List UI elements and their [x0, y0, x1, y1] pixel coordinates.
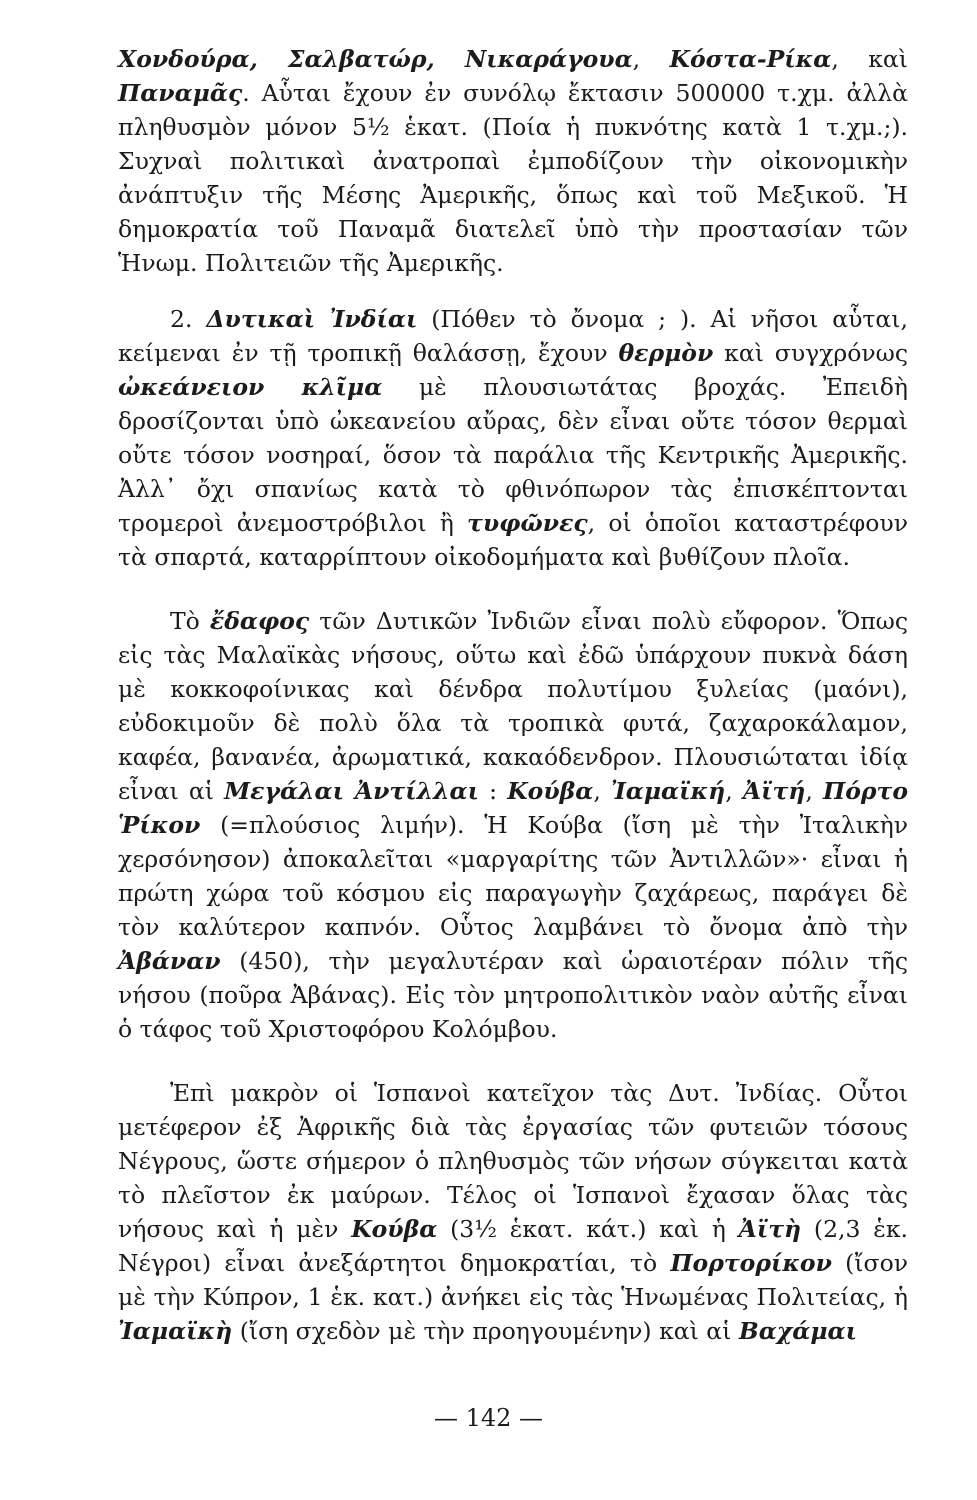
country-name-panama: Παναμᾶς — [118, 79, 243, 107]
emphasis-term: Ἰαμαϊκή — [610, 777, 726, 805]
emphasis-term: Μεγάλαι Ἀντίλλαι — [224, 777, 479, 805]
text-run: (ἴση σχεδὸν μὲ τὴν προηγουμένην) καὶ αἱ — [232, 1317, 739, 1345]
emphasis-term: Ἀϊτή — [742, 777, 806, 805]
text-run: (2,3 ἑκ. Νέγροι) εἶναι ἀνεξάρτητοι δημοκρατίαι, τὸ — [118, 1215, 909, 1277]
country-name-costa-rica: Κόστα-Ρίκα — [669, 45, 832, 73]
page-text — [118, 42, 908, 1348]
text-run: , — [805, 777, 823, 805]
text-run: τῶν Δυτικῶν Ἰνδιῶν εἶναι πολὺ εὔφορον. Ὅπως εἰς τὰς Μαλαϊκὰς νήσους, οὕτω καὶ ἐδῶ ὑπάρχουν πυκνὰ δάση μὲ κοκκοφοίνικας καὶ δένδρα πολυτίμου ξυλείας (μαόνι), εὐδοκιμοῦν δὲ πολὺ ὅλα τὰ τροπικὰ φυτά, ζαχαροκάλαμον, καφέα, βανανέα, ἀρωματικά, κακαόδενδρον. Πλουσιώταται ἰδίᾳ εἶναι αἱ — [118, 607, 909, 805]
emphasis-term: θερμὸν — [618, 339, 714, 367]
text-run: , οἱ ὁποῖοι καταστρέφουν τὰ σπαρτά, καταρρίπτουν οἰκοδομήματα καὶ βυθίζουν πλοῖα. — [118, 509, 908, 571]
text-run: Τὸ — [170, 607, 210, 635]
emphasis-term: Κούβα — [351, 1215, 438, 1243]
country-names: Χονδούρα, Σαλβατώρ, Νικαράγουα — [118, 45, 633, 73]
text-run: , καὶ — [831, 45, 908, 73]
paragraph-soil — [118, 604, 908, 1046]
emphasis-term: ἔδαφος — [209, 607, 310, 635]
text-run: (=πλούσιος λιμήν). Ἡ Κούβα (ἴση μὲ τὴν Ἰταλικὴν χερσόνησον) ἀποκαλεῖται «μαργαρίτης τῶν Ἀντιλλῶν»· εἶναι ἡ πρώτη χώρα τοῦ κόσμου εἰς παραγωγὴν ζαχάρεως, παράγει δὲ τὸν καλύτερον καπνόν. Οὗτος λαμβάνει τὸ ὄνομα ἀπὸ τὴν — [118, 811, 908, 941]
section-heading: Δυτικαὶ Ἰνδίαι — [206, 305, 418, 333]
text-run: . Αὗται ἔχουν ἐν συνόλῳ ἔκτασιν 500000 τ.χμ. ἀλλὰ πληθυσμὸν μόνον 5½ ἑκατ. (Ποία ἡ πυκνότης κατὰ 1 τ.χμ.;). Συχναὶ πολιτικαὶ ἀνατροπαὶ ἐμποδίζουν τὴν οἰκονομικὴν ἀνάπτυξιν τῆς Μέσης Ἀμερικῆς, ὅπως καὶ τοῦ Μεξικοῦ. Ἡ δημοκρατία τοῦ Παναμᾶ διατελεῖ ὑπὸ τὴν προστασίαν τῶν Ἡνωμ. Πολιτειῶν τῆς Ἀμερικῆς. — [118, 79, 908, 277]
text-run: , — [593, 777, 611, 805]
emphasis-term: Πόρτο Ῥίκον — [118, 777, 908, 839]
emphasis-term: Πορτορίκον — [670, 1249, 832, 1277]
emphasis-term: ὠκεάνειον κλῖμα — [118, 373, 383, 401]
emphasis-term: Κούβα — [507, 777, 594, 805]
text-run: , — [632, 45, 670, 73]
emphasis-term: Ἀβάναν — [118, 947, 221, 975]
text-run: , — [725, 777, 743, 805]
section-number: 2. — [170, 305, 207, 333]
emphasis-term: τυφῶνες — [467, 509, 588, 537]
paragraph-central-america — [118, 42, 908, 280]
paragraph-spanish-rule — [118, 1076, 908, 1348]
text-run: μὲ πλουσιωτάτας βροχάς. Ἐπειδὴ δροσίζονται ὑπὸ ὠκεανείου αὔρας, δὲν εἶναι οὔτε τόσον θερμαὶ οὔτε τόσον νοσηραί, ὅσον τὰ παράλια τῆς Κεντρικῆς Ἀμερικῆς. Ἀλλ᾽ ὄχι σπανίως κατὰ τὸ φθινόπωρον τὰς ἐπισκέπτονται τρομεροὶ ἀνεμοστρόβιλοι ἢ — [118, 373, 908, 537]
paragraph-west-indies — [118, 302, 908, 574]
emphasis-term: Ἀϊτὴ — [738, 1215, 802, 1243]
text-run: : — [479, 777, 508, 805]
emphasis-term: Ἰαμαϊκὴ — [118, 1317, 233, 1345]
text-run: (450), τὴν μεγαλυτέραν καὶ ὡραιοτέραν πόλιν τῆς νήσου (ποῦρα Ἀβάνας). Εἰς τὸν μητροπολιτικὸν ναὸν αὐτῆς εἶναι ὁ τάφος τοῦ Χριστοφόρου Κολόμβου. — [118, 947, 908, 1043]
text-run: (ἴσον μὲ τὴν Κύπρον, 1 ἑκ. κατ.) ἀνήκει εἰς τὰς Ἡνωμένας Πολιτείας, ἡ — [118, 1249, 908, 1311]
text-run: καὶ συγχρόνως — [713, 339, 908, 367]
text-run: (3½ ἑκατ. κάτ.) καὶ ἡ — [437, 1215, 739, 1243]
text-run: Ἐπὶ μακρὸν οἱ Ἱσπανοὶ κατεῖχον τὰς Δυτ. Ἰνδίας. Οὗτοι μετέφερον ἐξ Ἀφρικῆς διὰ τὰς ἐργασίας τῶν φυτειῶν τόσους Νέγρους, ὥστε σήμερον ὁ πληθυσμὸς τῶν νήσων σύγκειται κατὰ τὸ πλεῖστον ἐκ μαύρων. Τέλος οἱ Ἱσπανοὶ ἔχασαν ὅλας τὰς νήσους καὶ ἡ μὲν — [118, 1079, 908, 1243]
page-number: — 142 — — [433, 1404, 544, 1432]
text-run: (Πόθεν τὸ ὄνομα ; ). Αἱ νῆσοι αὗται, κείμεναι ἐν τῇ τροπικῇ θαλάσσῃ, ἔχουν — [118, 305, 908, 367]
emphasis-term: Βαχάμαι — [738, 1317, 858, 1345]
